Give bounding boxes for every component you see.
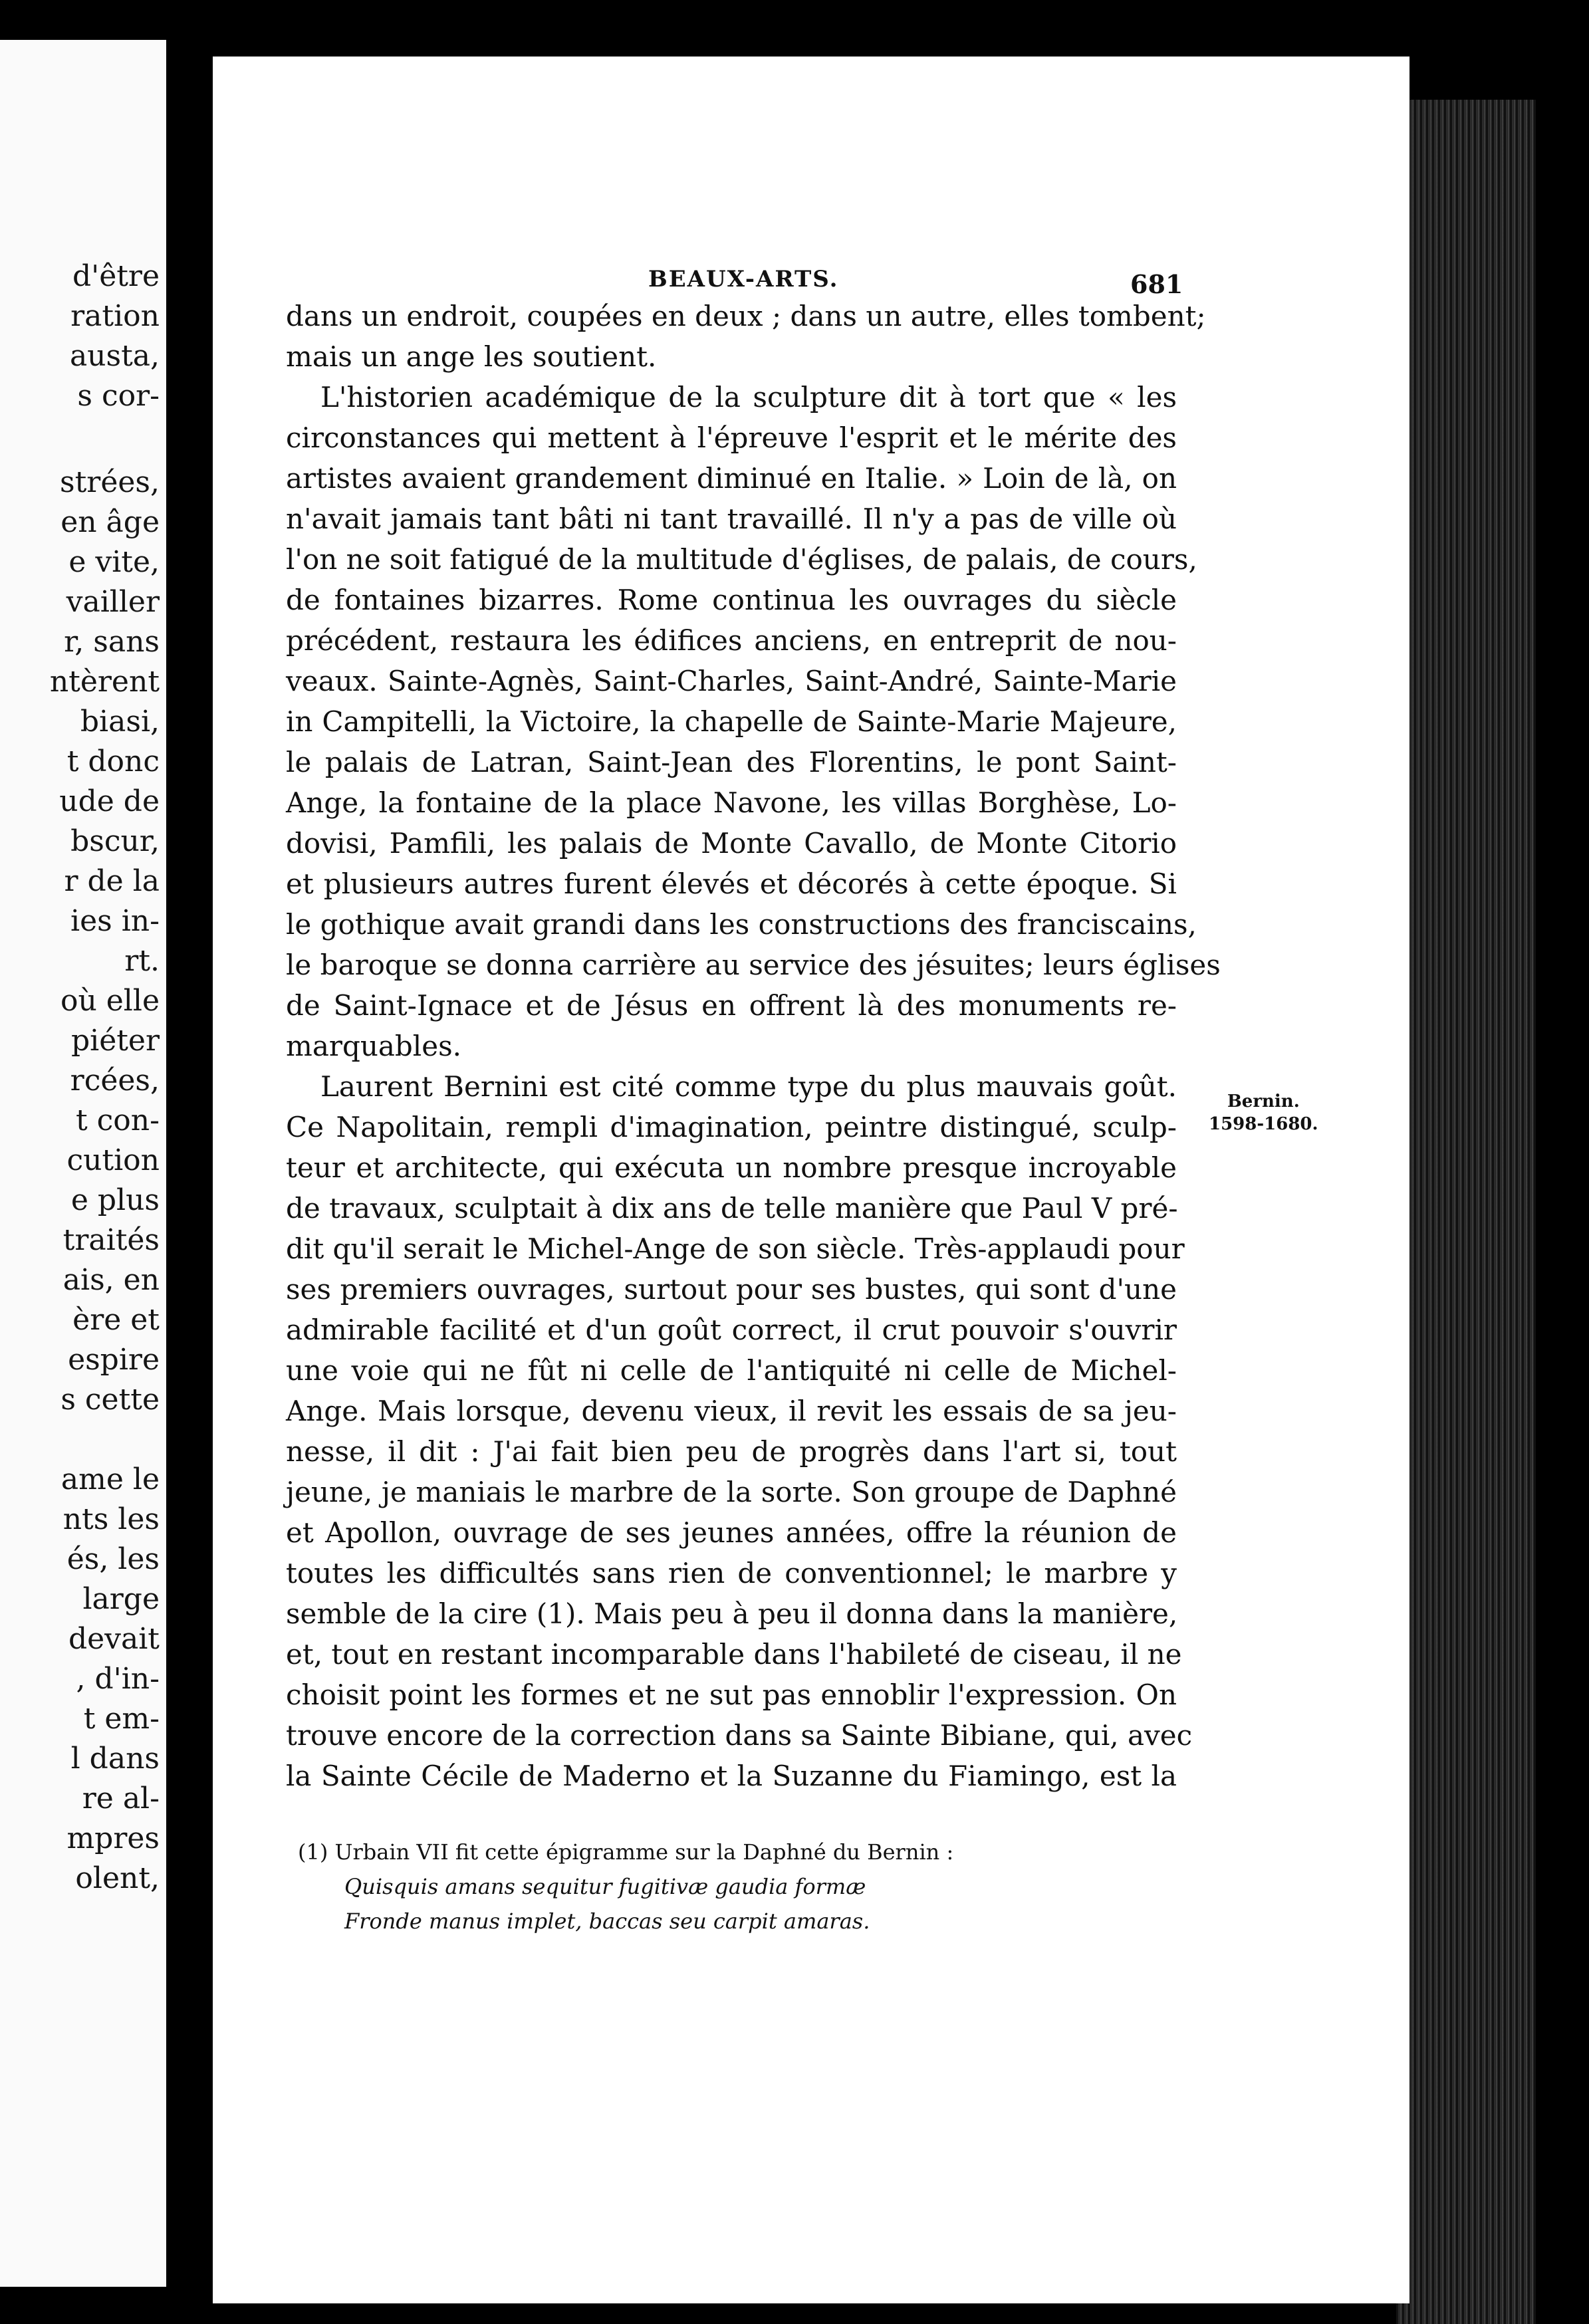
left-page-line: ration <box>70 299 160 333</box>
body-line: mais un ange les soutient. <box>286 340 657 373</box>
left-page-line: austa, <box>69 339 160 373</box>
margin-note-dates: 1598-1680. <box>1209 1114 1318 1134</box>
left-page-fragment <box>0 40 166 2287</box>
left-page-line: s cor- <box>77 379 160 413</box>
left-page-line: olent, <box>75 1861 160 1895</box>
left-page-line: re al- <box>82 1782 160 1815</box>
left-page-line: ude de <box>59 784 160 818</box>
body-line: précédent, restaura les édifices anciens, en entreprit de nou- <box>286 624 1177 657</box>
left-page-line: s cette <box>61 1383 160 1417</box>
body-line: admirable facilité et d'un goût correct, il crut pouvoir s'ouvrir <box>286 1314 1177 1346</box>
body-line: veaux. Sainte-Agnès, Saint-Charles, Saint-André, Sainte-Marie <box>286 665 1177 697</box>
body-line: et, tout en restant incomparable dans l'habileté de ciseau, il ne <box>286 1638 1182 1671</box>
body-line: Ce Napolitain, rempli d'imagination, peintre distingué, sculp- <box>286 1111 1177 1143</box>
body-line: toutes les difficultés sans rien de conventionnel; le marbre y <box>286 1557 1177 1589</box>
body-line: artistes avaient grandement diminué en Italie. » Loin de là, on <box>286 462 1177 495</box>
body-line: choisit point les formes et ne sut pas ennoblir l'expression. On <box>286 1679 1177 1711</box>
left-page-line: devait <box>68 1622 160 1656</box>
left-page-line: t con- <box>75 1104 160 1137</box>
left-page-line: large <box>82 1582 160 1616</box>
page-fore-edge <box>1396 100 1536 2324</box>
body-text <box>286 296 1221 1796</box>
left-page-line: ais, en <box>62 1263 160 1297</box>
left-page-line: en âge <box>61 505 160 539</box>
left-page-line: nts les <box>62 1502 160 1536</box>
body-line: une voie qui ne fût ni celle de l'antiquité ni celle de Michel- <box>286 1354 1177 1387</box>
left-page-line: mpres <box>66 1821 160 1855</box>
body-line: dovisi, Pamfili, les palais de Monte Cavallo, de Monte Citorio <box>286 827 1177 860</box>
body-line: circonstances qui mettent à l'épreuve l'esprit et le mérite des <box>286 421 1177 454</box>
body-line: dans un endroit, coupées en deux ; dans un autre, elles tombent; <box>286 300 1206 332</box>
left-page-line: ies in- <box>70 904 160 938</box>
left-page-line: piéter <box>70 1024 160 1058</box>
left-page-line: bscur, <box>70 824 160 858</box>
body-line: Ange. Mais lorsque, devenu vieux, il revit les essais de sa jeu- <box>286 1395 1177 1427</box>
left-page-line: ère et <box>72 1303 160 1337</box>
body-line: de fontaines bizarres. Rome continua les ouvrages du siècle <box>286 584 1177 616</box>
left-page-line: és, les <box>66 1542 160 1576</box>
body-line: ses premiers ouvrages, surtout pour ses bustes, qui sont d'une <box>286 1273 1177 1306</box>
body-line: le palais de Latran, Saint-Jean des Florentins, le pont Saint- <box>286 746 1177 778</box>
body-line: le gothique avait grandi dans les constructions des franciscains, <box>286 908 1197 941</box>
body-line: de travaux, sculptait à dix ans de telle manière que Paul V pré- <box>286 1192 1178 1224</box>
left-page-line: strées, <box>60 465 160 499</box>
body-line: L'historien académique de la sculpture dit à tort que « les <box>320 381 1177 413</box>
body-line: jeune, je maniais le marbre de la sorte. Son groupe de Daphné <box>286 1476 1177 1508</box>
footnote-verse-2: Fronde manus implet, baccas seu carpit amaras. <box>344 1909 870 1934</box>
left-page-line: rcées, <box>70 1064 160 1098</box>
left-page-line: cution <box>66 1143 160 1177</box>
body-line: et Apollon, ouvrage de ses jeunes années, offre la réunion de <box>286 1516 1177 1549</box>
footnote <box>298 1835 1162 1938</box>
left-page-line: e vite, <box>68 545 160 579</box>
body-line: de Saint-Ignace et de Jésus en offrent là des monuments re- <box>286 989 1177 1022</box>
footnote-verse-1: Quisquis amans sequitur fugitivæ gaudia formæ <box>344 1874 866 1899</box>
left-page-line: d'être <box>72 259 160 293</box>
body-line: dit qu'il serait le Michel-Ange de son siècle. Très-applaudi pour <box>286 1232 1185 1265</box>
footnote-intro: (1) Urbain VII fit cette épigramme sur la Daphné du Bernin : <box>298 1839 954 1865</box>
left-page-line: rt. <box>124 944 160 978</box>
left-page-line: l dans <box>70 1742 160 1776</box>
body-line: la Sainte Cécile de Maderno et la Suzanne du Fiamingo, est la <box>286 1760 1177 1792</box>
body-line: Laurent Bernini est cité comme type du plus mauvais goût. <box>320 1070 1177 1103</box>
left-page-line: ntèrent <box>49 665 160 699</box>
margin-note-name: Bernin. <box>1227 1092 1300 1111</box>
body-line: le baroque se donna carrière au service des jésuites; leurs églises <box>286 949 1221 981</box>
body-line: et plusieurs autres furent élevés et décorés à cette époque. Si <box>286 868 1177 900</box>
left-page-line: r de la <box>64 864 160 898</box>
body-line: n'avait jamais tant bâti ni tant travaillé. Il n'y a pas de ville où <box>286 503 1177 535</box>
left-page-line: vailler <box>66 585 160 619</box>
body-line: teur et architecte, qui exécuta un nombre presque incroyable <box>286 1151 1177 1184</box>
left-page-line: t em- <box>83 1702 160 1736</box>
body-line: marquables. <box>286 1030 461 1062</box>
left-page-line: t donc <box>66 745 160 778</box>
page-number: 681 <box>1130 269 1183 299</box>
left-page-line: où elle <box>60 984 160 1018</box>
body-line: l'on ne soit fatigué de la multitude d'églises, de palais, de cours, <box>286 543 1197 576</box>
body-line: Ange, la fontaine de la place Navone, les villas Borghèse, Lo- <box>286 786 1177 819</box>
margin-note <box>1209 1090 1318 1135</box>
body-line: in Campitelli, la Victoire, la chapelle de Sainte-Marie Majeure, <box>286 705 1177 738</box>
left-page-line: , d'in- <box>76 1662 160 1696</box>
body-line: trouve encore de la correction dans sa Sainte Bibiane, qui, avec <box>286 1719 1193 1752</box>
left-page-line: ame le <box>61 1462 160 1496</box>
body-line: nesse, il dit : J'ai fait bien peu de progrès dans l'art si, tout <box>286 1435 1177 1468</box>
left-page-line: e plus <box>70 1183 160 1217</box>
left-page-line: traités <box>62 1223 160 1257</box>
body-line: semble de la cire (1). Mais peu à peu il donna dans la manière, <box>286 1597 1178 1630</box>
left-page-line: espire <box>68 1343 160 1377</box>
running-head: BEAUX-ARTS. <box>648 266 839 292</box>
left-page-line: biasi, <box>80 705 160 739</box>
left-page-line: r, sans <box>64 625 160 659</box>
